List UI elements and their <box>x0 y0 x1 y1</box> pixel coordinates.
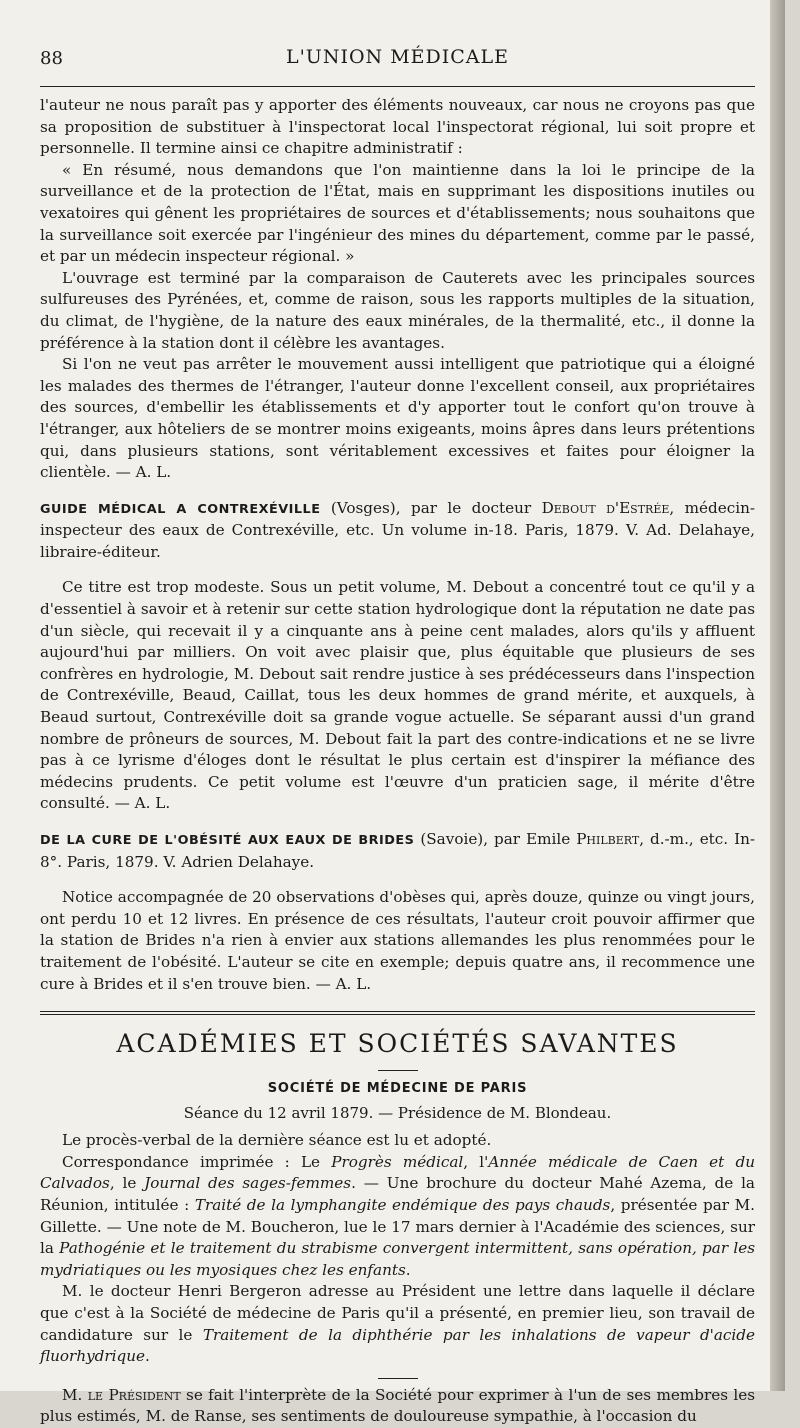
section-title: ACADÉMIES ET SOCIÉTÉS SAVANTES <box>116 1029 679 1059</box>
review-paragraph: « En résumé, nous demandons que l'on maintienne dans la loi le principe de la surveillance et de la protection de l'État, mais en supprimant les dispositions inutiles ou vexatoires qui gênent les propriétaires de sources et d'établissements; nous souhaitons que la surveillance soit exercée par l'ingénieur des mines du département, comme par le passé, et par un médecin inspecteur régional. » <box>40 160 755 266</box>
president-paragraph: M. le Président se fait l'interprète de la Société pour exprimer à l'un de ses membres les plus estimés, M. de Ranse, ses sentiments de douloureuse sympathie, à l'occasion du <box>40 1385 755 1426</box>
review-cauterets <box>40 95 755 484</box>
review-contrexeville <box>40 498 755 815</box>
society-name: SOCIÉTÉ DE MÉDECINE DE PARIS <box>267 1081 528 1097</box>
short-rule <box>378 1378 418 1379</box>
page-number: 88 <box>40 48 63 69</box>
correspondence-paragraph: Correspondance imprimée : Le Progrès médical, l'Année médicale de Caen et du Calvados, le Journal des sages-femmes. — Une brochure du docteur Mahé Azema, de la Réunion, intitulée : Traité de la lymphangite endémique des pays chauds, présentée par M. Gillette. — Une note de M. Boucheron, lue le 17 mars dernier à l'Académie des sciences, sur la Pathogénie et le traitement du strabisme convergent intermittent, sans opération, par les mydriatiques ou les myosiques chez les enfants. <box>40 1152 755 1279</box>
review-brides <box>40 829 755 995</box>
review-paragraph: l'auteur ne nous paraît pas y apporter des éléments nouveaux, car nous ne croyons pas que sa proposition de substituer à l'inspectorat local l'inspectorat régional, lui soit propre et personnelle. Il termine ainsi ce chapitre administratif : <box>40 96 755 158</box>
letter-paragraph: M. le docteur Henri Bergeron adresse au Président une lettre dans laquelle il déclare que c'est à la Société de médecine de Paris qu'il a présenté, en premier lieu, son travail de candidature sur le Traitement de la diphthérie par les inhalations de vapeur d'acide fluorhydrique. <box>40 1282 755 1366</box>
book-citation: DE LA CURE DE L'OBÉSITÉ AUX EAUX DE BRIDES (Savoie), par Emile Philbert, d.-m., etc. In-8°. Paris, 1879. V. Adrien Delahaye. <box>40 830 755 871</box>
section-double-rule <box>40 1011 755 1015</box>
page-content <box>40 44 755 1428</box>
short-rule <box>378 1070 418 1071</box>
seance-line: Séance du 12 avril 1879. — Présidence de M. Blondeau. <box>183 1104 612 1123</box>
review-body: Notice accompagnée de 20 observations d'obèses qui, après douze, quinze ou vingt jours, ont perdu 10 et 12 livres. En présence de ces résultats, l'auteur croit pouvoir affirmer que la station de Brides n'a rien à envier aux stations allemandes les plus renommées pour le traitement de l'obésité. L'auteur se cite en exemple; depuis quatre ans, il recommence une cure à Brides et il s'en trouve bien. — A. L. <box>40 888 755 993</box>
journal-title: L'UNION MÉDICALE <box>285 46 510 68</box>
book-title: GUIDE MÉDICAL A CONTREXÉVILLE <box>40 501 321 517</box>
book-title: DE LA CURE DE L'OBÉSITÉ AUX EAUX DE BRIDES <box>40 833 415 848</box>
book-author: Philbert <box>576 830 640 848</box>
book-author: Debout d'Estrée <box>541 498 670 517</box>
book-citation: GUIDE MÉDICAL A CONTREXÉVILLE (Vosges), par le docteur Debout d'Estrée, médecin-inspecteur des eaux de Contrexéville, etc. Un volume in-18. Paris, 1879. V. Ad. Delahaye, libraire-éditeur. <box>40 498 756 561</box>
minutes-paragraph: Le procès-verbal de la dernière séance est lu et adopté. <box>62 1131 492 1150</box>
page-edge <box>770 0 785 1391</box>
running-header <box>40 44 755 74</box>
review-body: Ce titre est trop modeste. Sous un petit volume, M. Debout a concentré tout ce qu'il y a d'essentiel à savoir et à retenir sur cette station hydrologique dont la réputation ne date pas d'un siècle, qui recevait il y a cinquante ans à peine cent malades, alors qu'ils y affluent aujourd'hui par milliers. On voit avec plaisir que, plus équitable que plusieurs de ses confrères en hydrologie, M. Debout sait rendre justice à ses prédécesseurs dans l'inspection de Contrexéville, Beaud, Caillat, tous les deux hommes de grand mérite, et auxquels, à Beaud surtout, Contrexéville doit sa grande vogue actuelle. Se séparant aussi d'un grand nombre de prôneurs de sources, M. Debout fait la part des contre-indications et ne se livre pas à ce lyrisme d'éloges dont le résultat le plus certain est d'inspirer la méfiance des médecins prudents. Ce petit volume est l'œuvre d'un praticien sage, il mérite d'être consulté. — A. L. <box>40 578 755 813</box>
review-paragraph: L'ouvrage est terminé par la comparaison de Cauterets avec les principales sources sulfureuses des Pyrénées, et, comme de raison, sous les rapports multiples de la situation, du climat, de l'hygiène, de la nature des eaux minérales, de la thermalité, etc., il donne la préférence à la station dont il célèbre les avantages. <box>40 268 755 352</box>
review-paragraph: Si l'on ne veut pas arrêter le mouvement aussi intelligent que patriotique qui a éloigné les malades des thermes de l'étranger, l'auteur donne l'excellent conseil, aux propriétaires des sources, d'embellir les établissements et d'y apporter tout le confort qu'on trouve à l'étranger, aux hôteliers de se montrer moins exigeants, moins âpres dans leurs prétentions qui, dans plusieurs stations, sont véritablement excessives et faites pour éloigner la clientèle. — A. L. <box>40 355 755 482</box>
header-rule <box>40 86 755 87</box>
